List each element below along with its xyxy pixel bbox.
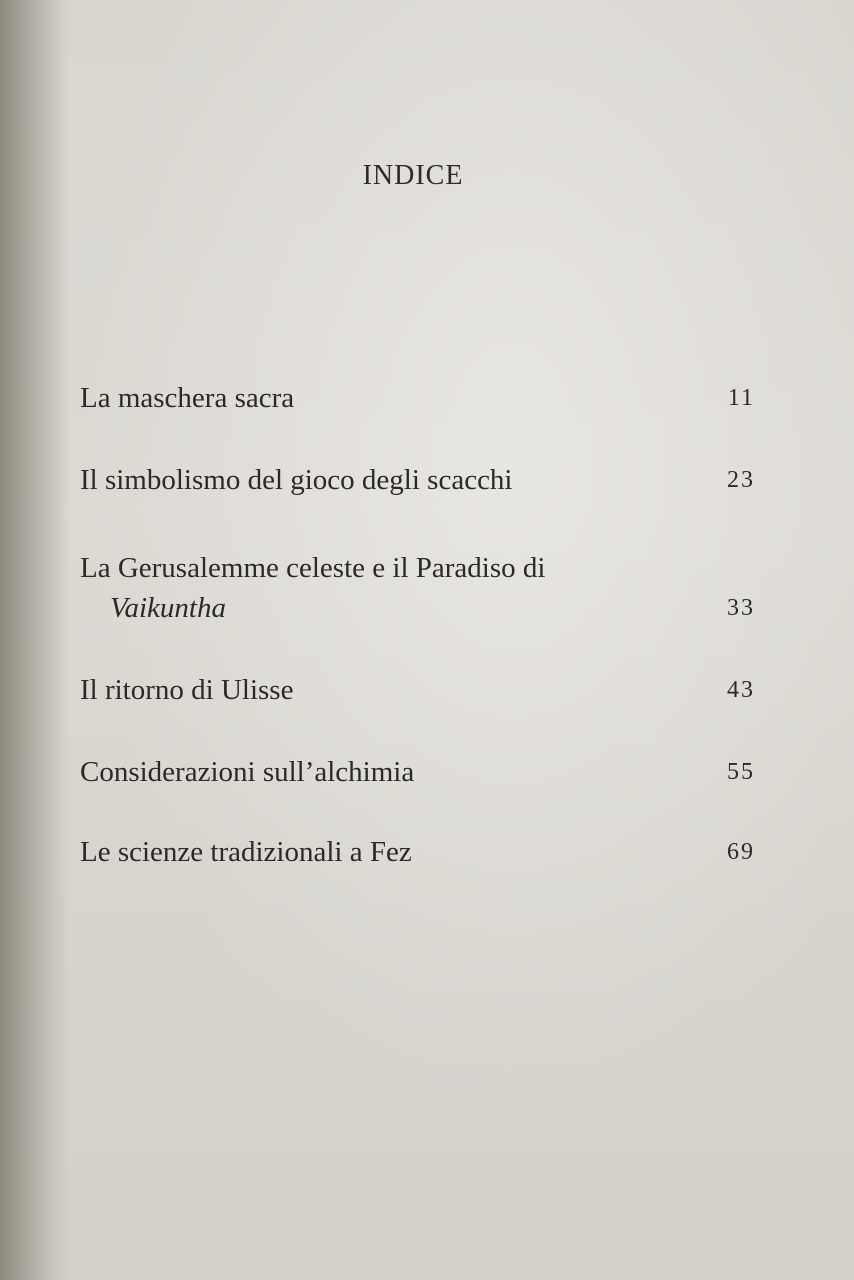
toc-entry xyxy=(80,460,755,500)
toc-entry-page: 33 xyxy=(727,595,755,621)
toc-entry-page: 69 xyxy=(727,839,755,865)
toc-entry-page: 23 xyxy=(727,467,755,493)
toc-entry xyxy=(80,548,755,628)
toc-entry-title: Il ritorno di Ulisse xyxy=(80,674,294,706)
toc-entry-subtitle: Vaikuntha xyxy=(110,592,226,624)
toc-entry-title: Il simbolismo del gioco degli scacchi xyxy=(80,464,513,496)
toc-entry-page: 43 xyxy=(727,677,755,703)
toc-entry xyxy=(80,670,755,710)
toc-entry xyxy=(80,752,755,792)
toc-entry-page: 55 xyxy=(727,759,755,785)
binding-shadow xyxy=(0,0,70,1280)
toc-entry xyxy=(80,378,755,418)
toc-entry-title: Le scienze tradizionali a Fez xyxy=(80,836,412,868)
toc-entry-title: Considerazioni sull’alchimia xyxy=(80,756,415,788)
toc-entry xyxy=(80,832,755,872)
toc-entry-title: La maschera sacra xyxy=(80,382,295,414)
page-title: INDICE xyxy=(362,160,464,191)
toc-entry-page: 11 xyxy=(727,385,755,411)
toc-entry-title: La Gerusalemme celeste e il Paradiso di xyxy=(80,552,546,584)
